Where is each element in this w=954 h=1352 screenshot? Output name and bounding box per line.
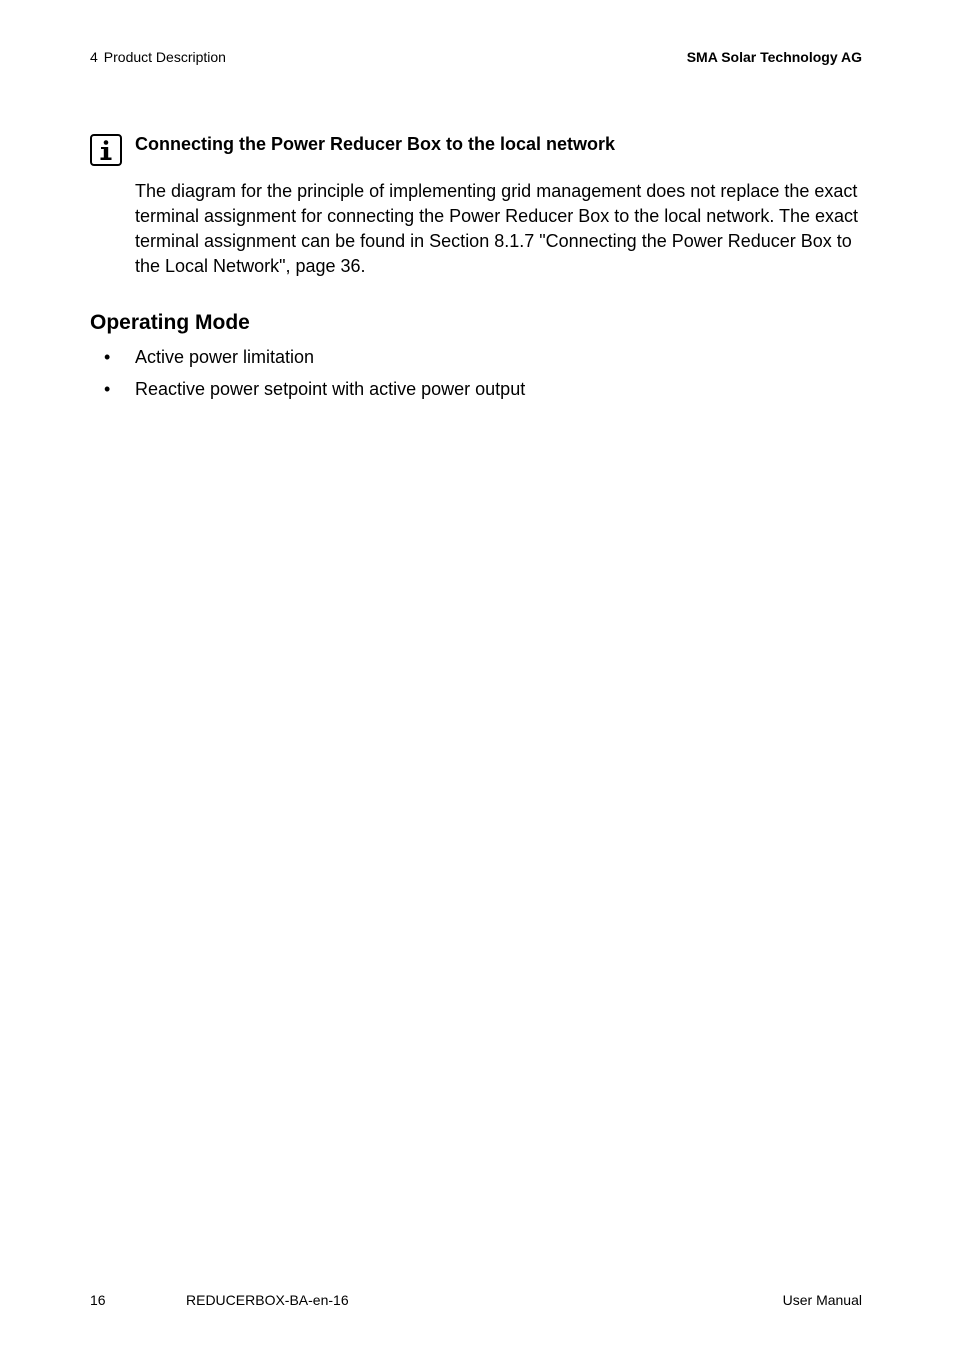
list-item [90,345,525,377]
running-header-company: SMA Solar Technology AG [686,49,862,65]
info-box-text: The diagram for the principle of implementing grid management does not replace the exact terminal assignment for connecting the Power Reducer Box to the local network. The exact terminal assignment can be found in Section 8.1.7 "Connecting the Power Reducer Box to the Local Network", page 36. [135,181,859,276]
section-heading-operating-mode: Operating Mode [90,311,250,334]
list-item-text: Active power limitation [135,347,315,367]
chapter-title: Product Description [103,49,226,65]
chapter-number: 4 [90,49,98,65]
footer-document-code: REDUCERBOX-BA-en-16 [186,1292,349,1308]
bullet-icon: • [104,379,111,399]
operating-mode-list [90,345,525,409]
info-box-title: Connecting the Power Reducer Box to the local network [135,134,616,154]
running-header-chapter [90,49,226,65]
list-item-text: Reactive power setpoint with active power output [135,379,526,399]
bullet-icon: • [104,347,111,367]
info-icon [90,134,122,166]
footer-page-number: 16 [90,1292,106,1308]
footer-document-type: User Manual [782,1292,862,1308]
list-item [90,377,525,409]
